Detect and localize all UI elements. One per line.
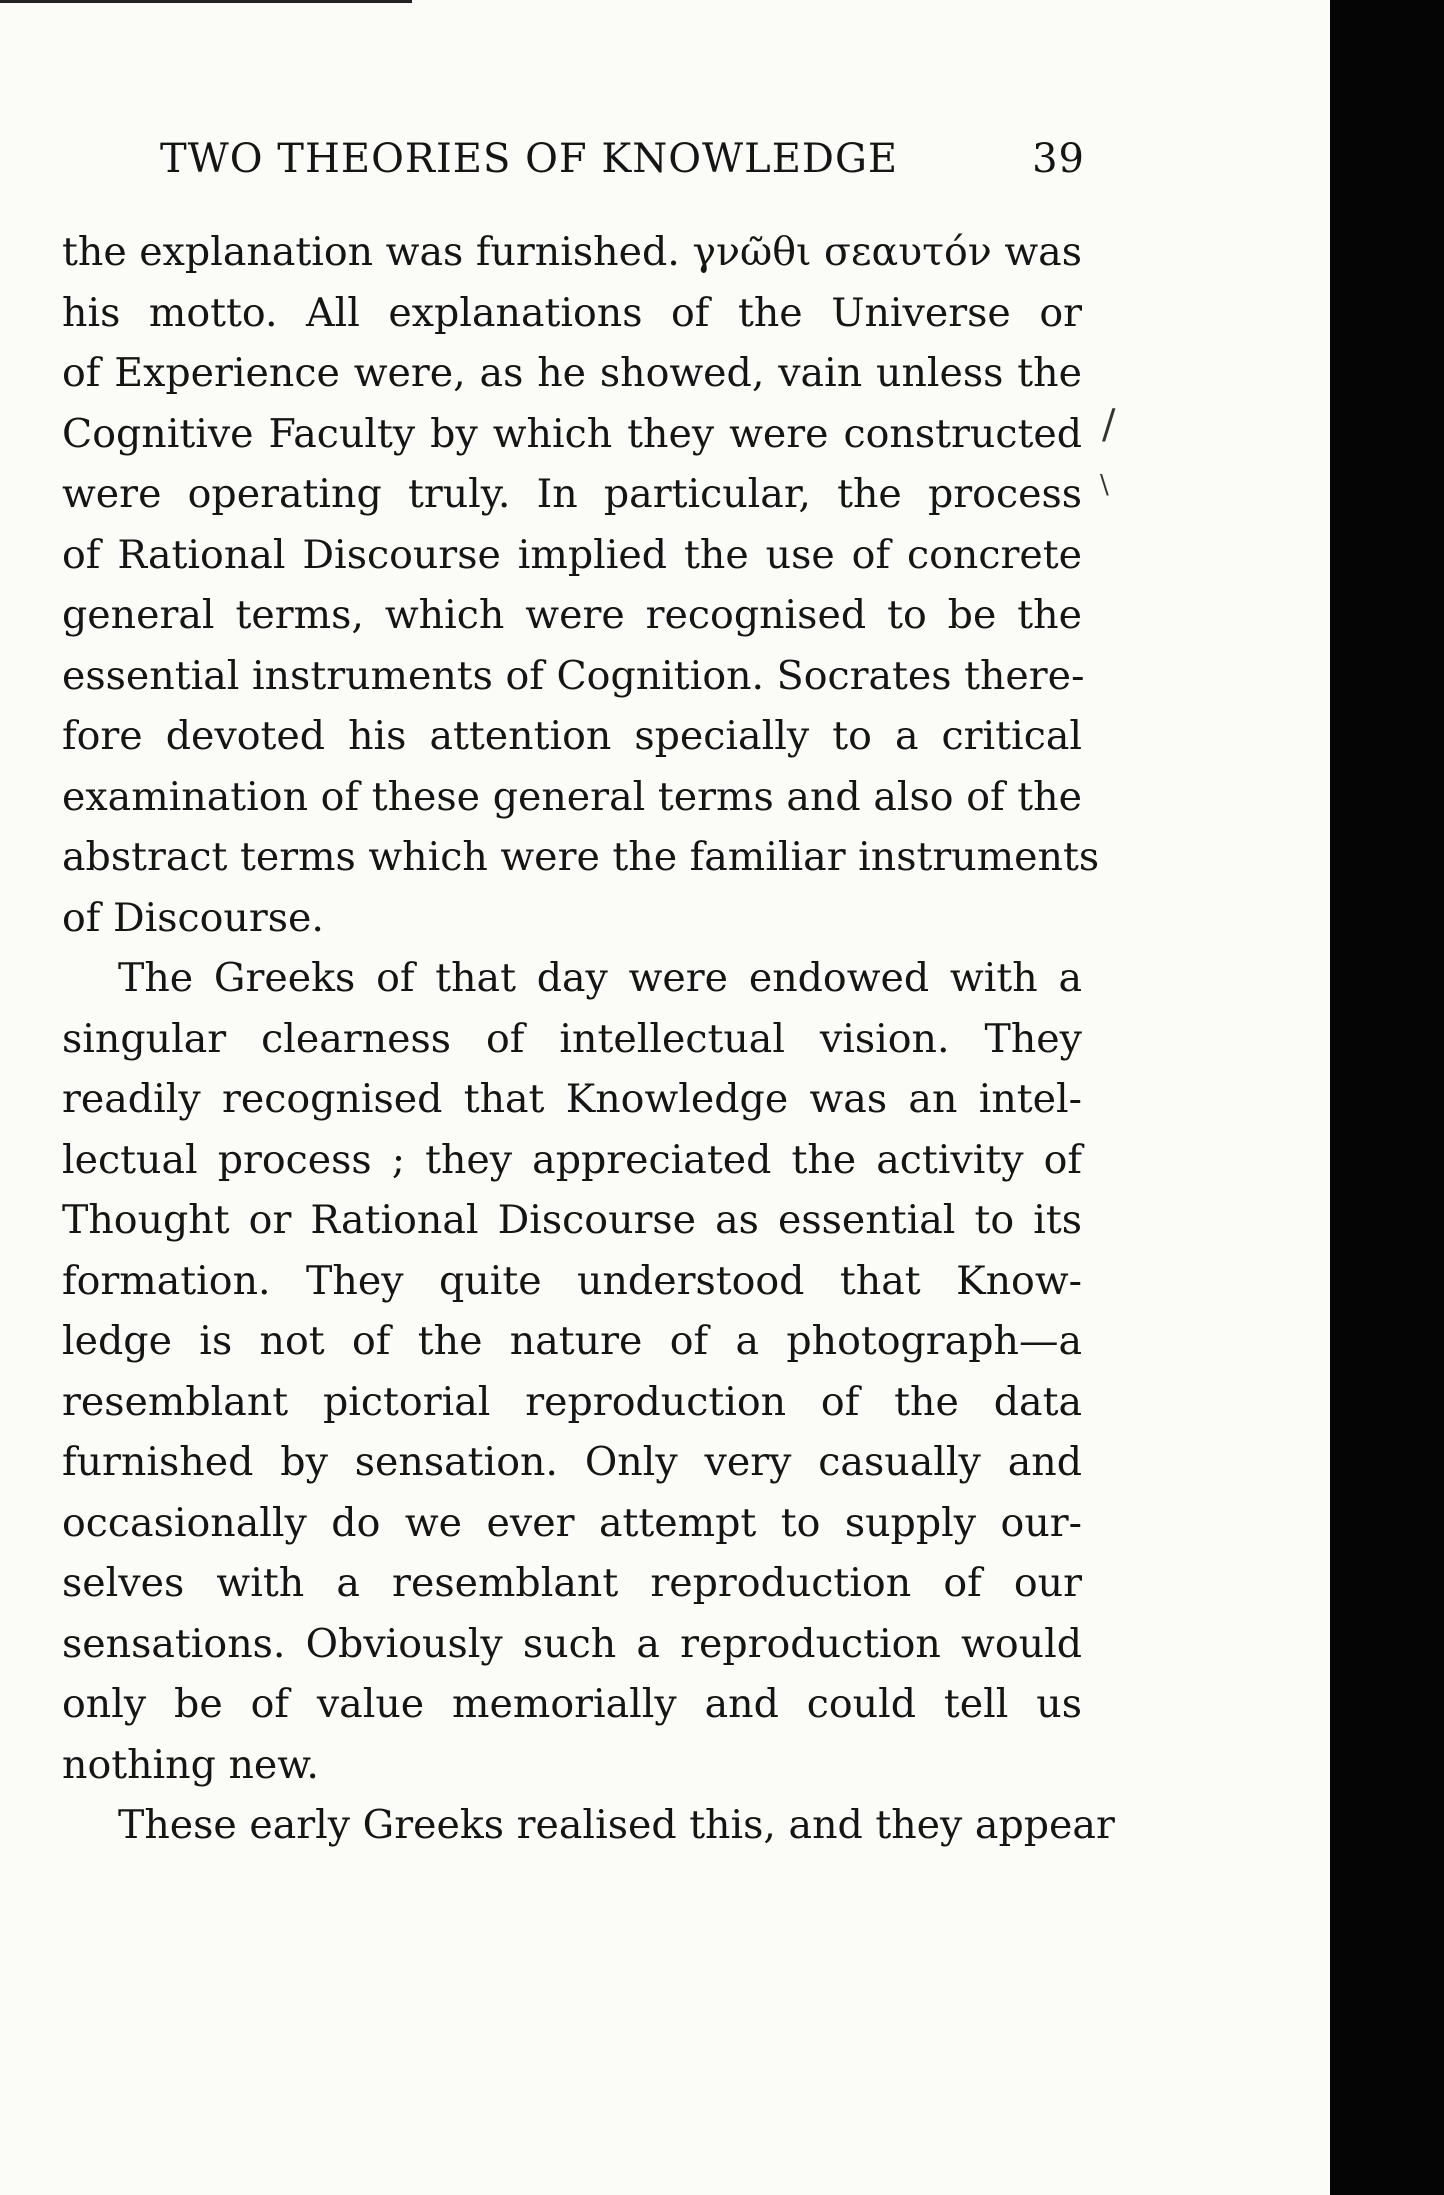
text-line: readily recognised that Knowledge was an intel- [62,1076,1082,1122]
text-line: of Rational Discourse implied the use of concrete [62,531,1082,578]
text-line: formation. They quite understood that Know- [62,1257,1082,1304]
page-number: 39 [1032,136,1085,182]
text-line: The Greeks of that day were endowed with a [118,955,1082,1001]
text-line: general terms, which were recognised to be the [62,592,1082,638]
page-header [160,136,1085,188]
text-line: occasionally do we ever attempt to supply our- [62,1499,1082,1546]
text-line: singular clearness of intellectual vision. They [62,1015,1082,1062]
text-line: examination of these general terms and also of the [62,773,1082,820]
body-text [62,222,1115,1856]
text-line: These early Greeks realised this, and they appear [118,1802,1115,1848]
top-rule [0,0,412,3]
text-line: furnished by sensation. Only very casually and [62,1439,1082,1485]
text-line: Thought or Rational Discourse as essential to its [62,1197,1082,1243]
running-head: TWO THEORIES OF KNOWLEDGE [160,136,899,182]
scan-border [1330,0,1444,2195]
text-line: essential instruments of Cognition. Socrates there- [62,652,1085,699]
text-line: of Experience were, as he showed, vain unless the [62,350,1082,396]
paragraph-3 [62,1795,1115,1856]
paragraph-2 [62,948,1082,1795]
text-line: fore devoted his attention specially to a critical [62,713,1082,759]
margin-mark: / [1102,402,1116,448]
text-line: selves with a resemblant reproduction of our [62,1560,1082,1606]
text-line: were operating truly. In particular, the process [62,471,1082,517]
text-line: lectual process ; they appreciated the activity of [62,1136,1082,1183]
text-line: of Discourse. [62,894,324,941]
text-line: the explanation was furnished. γνῶθι σεαυτόν was [62,229,1082,275]
text-line: ledge is not of the nature of a photograph—a [62,1318,1082,1364]
text-line: nothing new. [62,1741,319,1788]
paragraph-1 [62,222,1100,948]
text-line: resemblant pictorial reproduction of the data [62,1378,1082,1425]
text-line: sensations. Obviously such a reproduction would [62,1620,1082,1667]
text-line: abstract terms which were the familiar instruments [62,834,1100,880]
text-line: only be of value memorially and could tell us [62,1681,1082,1727]
margin-mark: \ [1100,470,1109,500]
text-line: his motto. All explanations of the Universe or [62,289,1082,336]
text-line: Cognitive Faculty by which they were constructed [62,410,1082,457]
